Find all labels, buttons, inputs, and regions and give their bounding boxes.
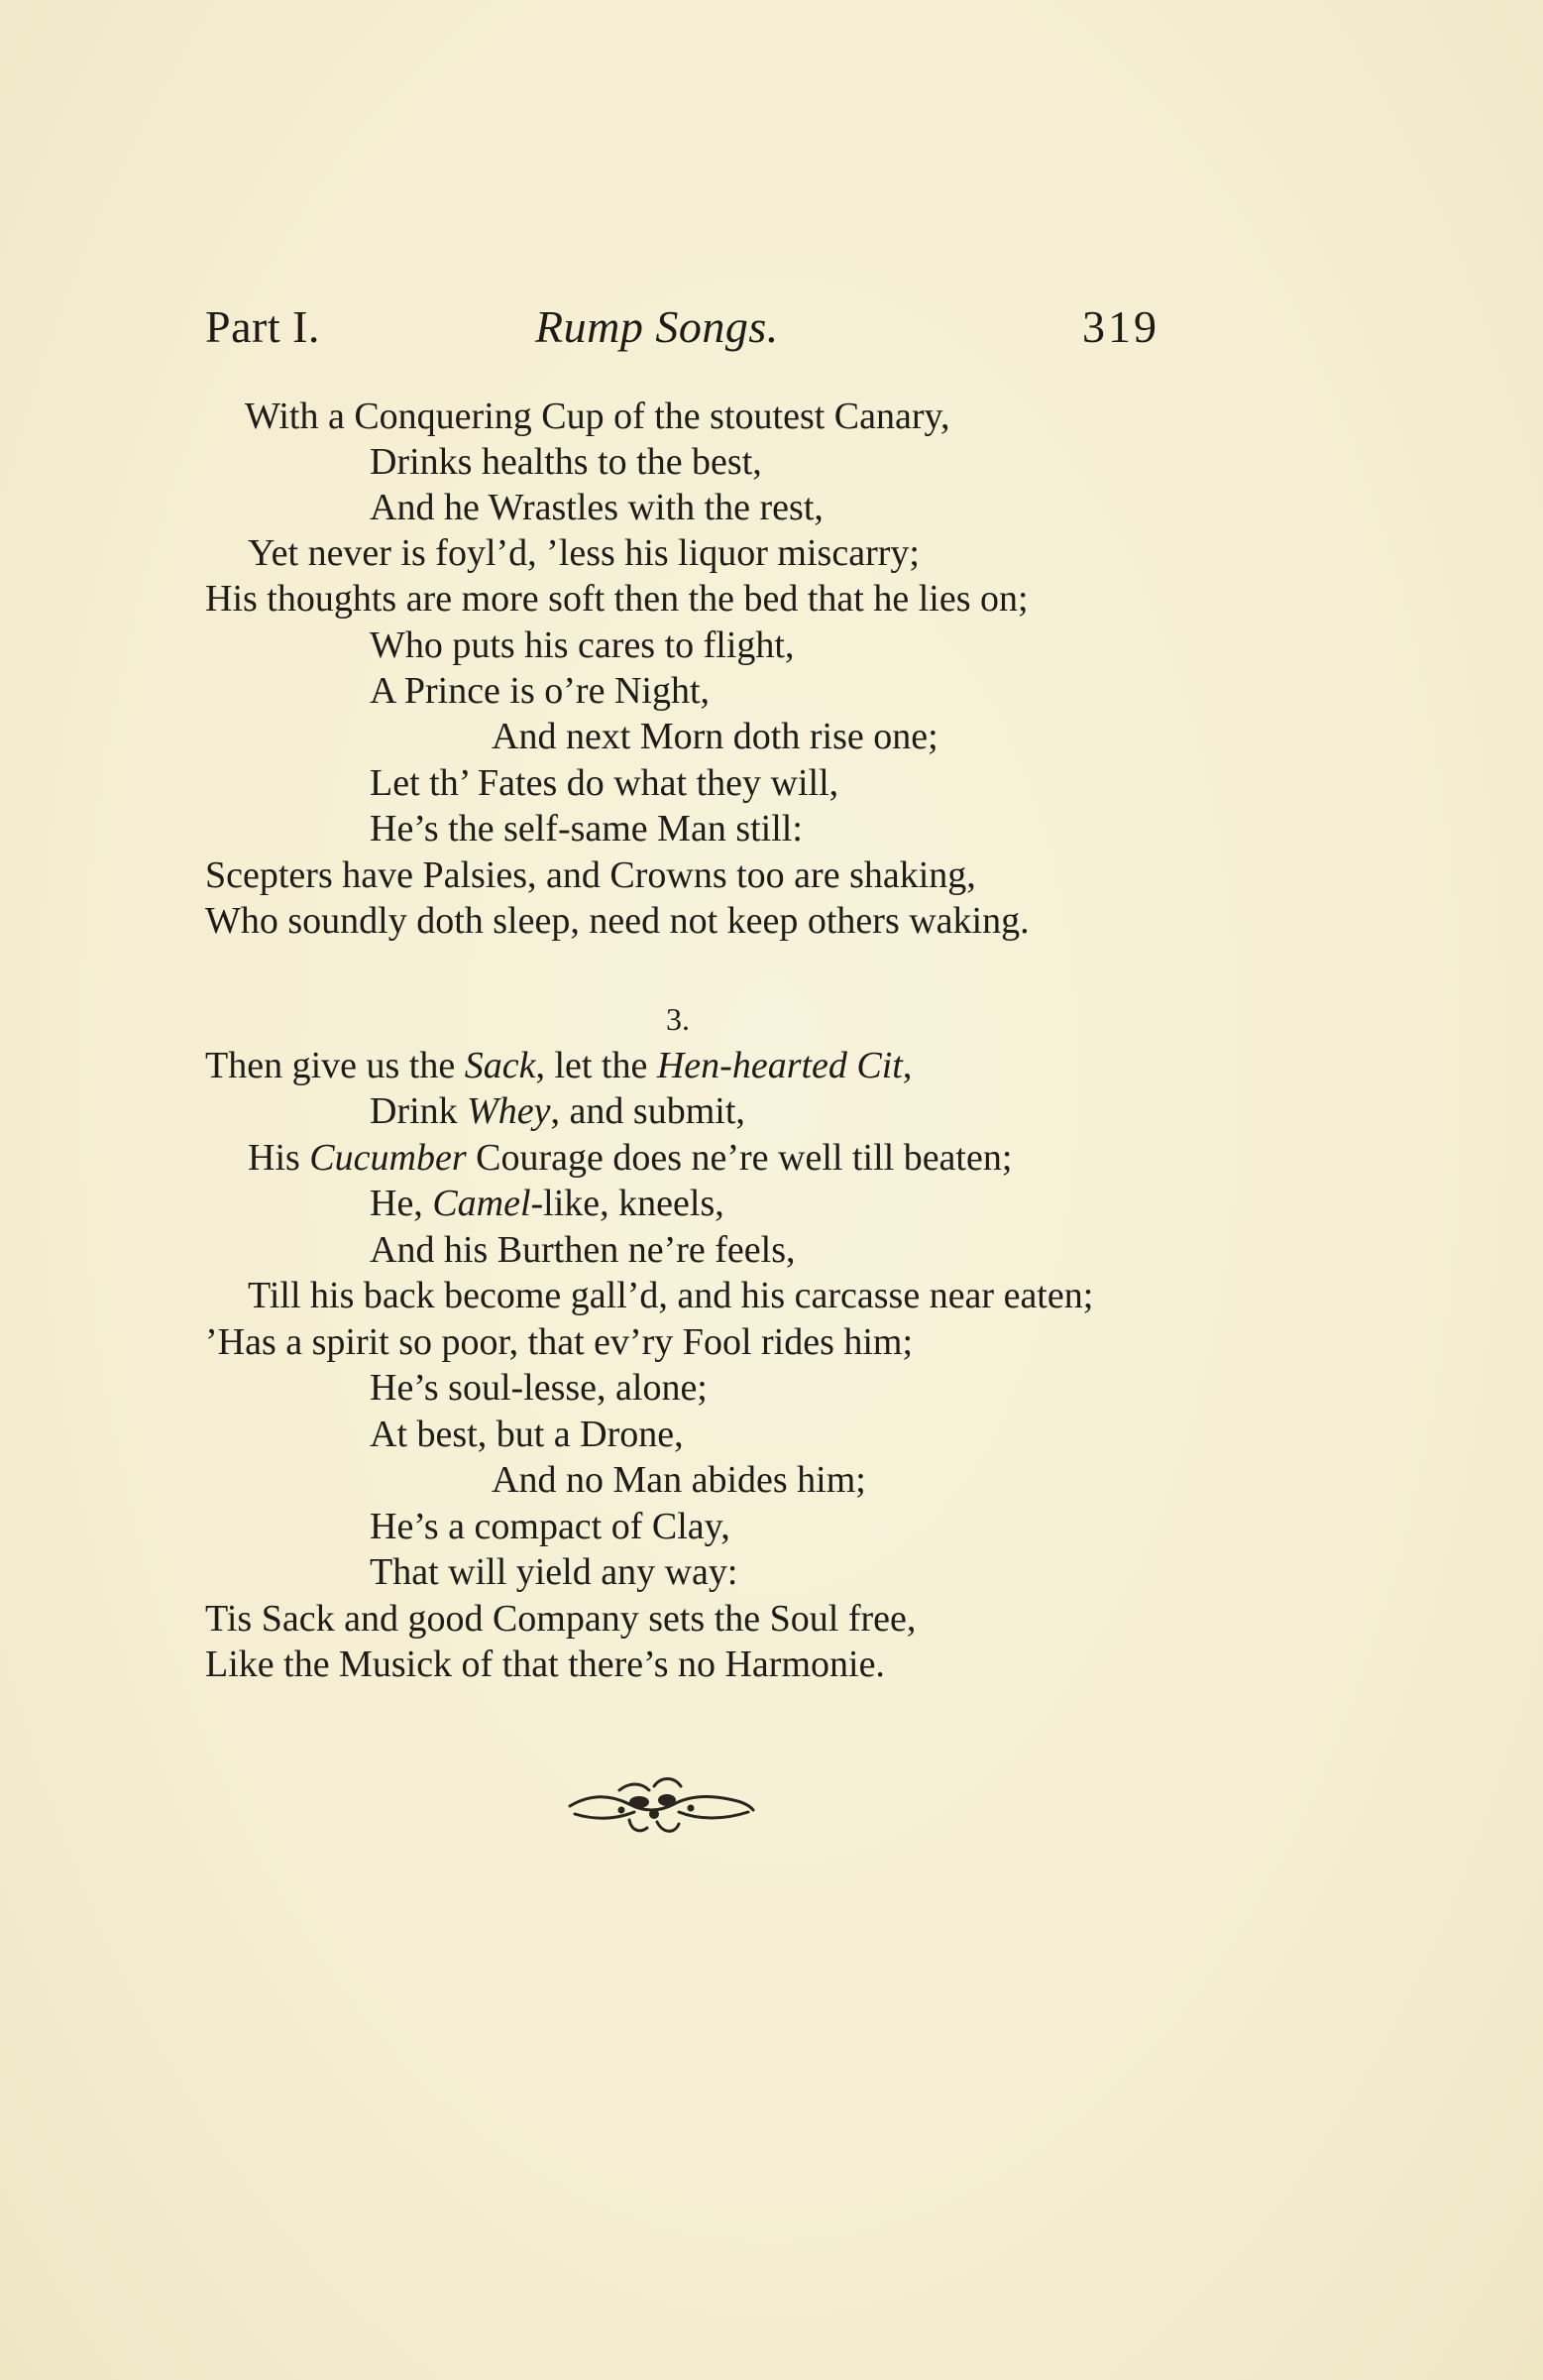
verse-line: He’s soul-lesse, alone;	[370, 1367, 708, 1409]
verse-line: At best, but a Drone,	[370, 1414, 684, 1455]
verse-line: And next Morn doth rise one;	[492, 716, 938, 757]
verse-line: His Cucumber Courage does ne’re well till beaten;	[248, 1137, 1013, 1179]
verse-line: He, Camel-like, kneels,	[370, 1183, 724, 1224]
header-title: Rump Songs.	[535, 301, 779, 352]
verse-line: ’Has a spirit so poor, that ev’ry Fool rides him;	[205, 1321, 914, 1363]
fleuron-ornament-icon	[560, 1764, 758, 1844]
verse-line: Drinks healths to the best,	[370, 441, 762, 483]
verse-line: He’s a compact of Clay,	[370, 1506, 730, 1547]
verse-line: Like the Musick of that there’s no Harmonie.	[205, 1643, 885, 1685]
verse-line: Then give us the Sack, let the Hen-hearted Cit,	[205, 1045, 913, 1086]
verse-line: Till his back become gall’d, and his carcasse near eaten;	[248, 1275, 1094, 1316]
verse-line: He’s the self-same Man still:	[370, 808, 803, 850]
verse-line: His thoughts are more soft then the bed that he lies on;	[205, 578, 1029, 620]
verse-line: Drink Whey, and submit,	[370, 1090, 745, 1132]
verse-line: Who puts his cares to flight,	[370, 624, 795, 666]
verse-line: Who soundly doth sleep, need not keep others waking.	[205, 900, 1030, 942]
verse-line: Let th’ Fates do what they will,	[370, 762, 839, 804]
verse-line: And no Man abides him;	[492, 1459, 866, 1501]
verse-line: Yet never is foyl’d, ’less his liquor miscarry;	[248, 532, 920, 574]
verse-line: Tis Sack and good Company sets the Soul free,	[205, 1598, 917, 1640]
page-number: 319	[1082, 301, 1159, 352]
verse-line: With a Conquering Cup of the stoutest Canary,	[245, 396, 950, 437]
verse-line: Scepters have Palsies, and Crowns too are shaking,	[205, 854, 976, 896]
verse-line: A Prince is o’re Night,	[370, 670, 711, 712]
header-part: Part I.	[205, 301, 320, 352]
verse-line: That will yield any way:	[370, 1551, 738, 1593]
verse-line: And his Burthen ne’re feels,	[370, 1229, 796, 1271]
stanza-number: 3.	[666, 1001, 690, 1037]
verse-line: And he Wrastles with the rest,	[370, 487, 824, 528]
